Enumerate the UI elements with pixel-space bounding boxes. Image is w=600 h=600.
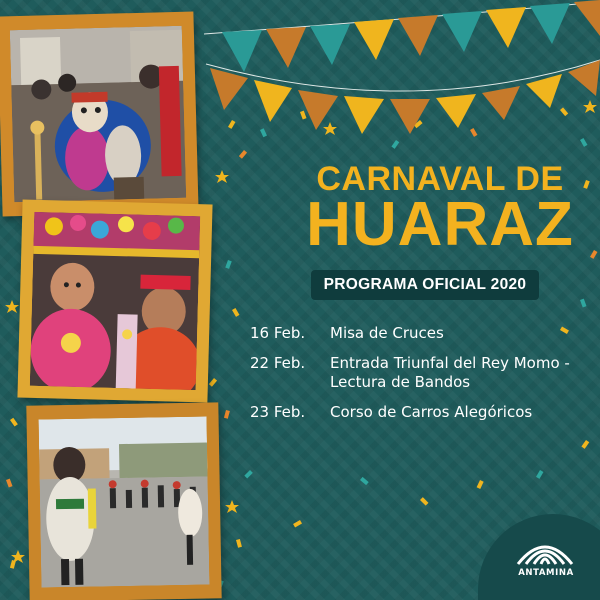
photo-frame-children [17, 200, 212, 403]
title-carnaval-de: CARNAVAL DE [316, 160, 564, 198]
subtitle-banner: PROGRAMA OFICIAL 2020 [311, 270, 539, 300]
photo-frame-parade [26, 402, 221, 600]
event-date: 16 Feb. [250, 324, 306, 342]
antamina-logo-text: ANTAMINA [518, 568, 574, 578]
event-title: Entrada Triunfal del Rey Momo - Lectura de Bandos [330, 354, 570, 391]
event-date: 23 Feb. [250, 403, 306, 421]
event-row [250, 403, 590, 422]
photo-street-parade [39, 417, 210, 588]
photo-children-costumes [30, 212, 200, 390]
photo-masked-dancer [10, 26, 186, 202]
antamina-logo-icon [514, 536, 576, 566]
title-huaraz: HUARAZ [306, 190, 574, 259]
event-title: Corso de Carros Alegóricos [330, 403, 533, 421]
event-date: 22 Feb. [250, 354, 306, 372]
event-title: Misa de Cruces [330, 324, 444, 342]
event-row [250, 324, 590, 343]
photo-frame-dancer-mask [0, 11, 199, 216]
event-schedule [250, 324, 590, 433]
event-row [250, 354, 590, 392]
